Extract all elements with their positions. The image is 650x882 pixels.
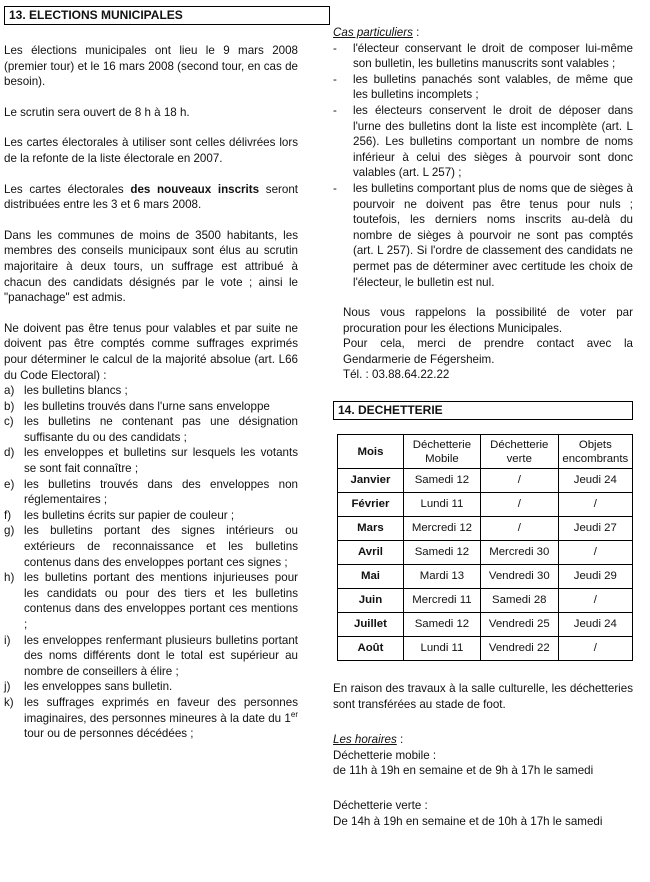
month-cell: Juillet [338, 613, 404, 637]
invalid-ballots-list-k [4, 695, 298, 742]
right-column [333, 0, 633, 829]
dechetterie-table [337, 434, 633, 661]
electoral-cards-paragraph: Les cartes électorales à utiliser sont celles délivrées lors de la refonte de la liste électorale en 2007. [4, 136, 298, 165]
travaux-paragraph: En raison des travaux à la salle culturelle, les déchetteries sont transférées au stade de foot. [333, 682, 633, 711]
invalid-ballots-list [4, 383, 298, 695]
procuration-paragraph: Nous vous rappelons la possibilité de voter par procuration pour les élections Municipales. [343, 306, 633, 335]
list-text: les bulletins ne contenant pas une désignation suffisante du ou des candidats ; [24, 415, 298, 444]
telephone-number: Tél. : 03.88.64.22.22 [343, 368, 450, 382]
table-cell: Lundi 11 [403, 637, 480, 661]
table-row [338, 517, 633, 541]
list-item [333, 72, 633, 103]
list-marker: - [333, 181, 337, 195]
list-item [4, 383, 298, 399]
table-cell: / [558, 589, 632, 613]
list-item [4, 633, 298, 680]
list-text: les bulletins trouvés dans des enveloppes non réglementaires ; [24, 477, 298, 507]
list-text: les enveloppes sans bulletin. [24, 680, 173, 694]
list-text: les enveloppes et bulletins sur lesquels les votants se sont fait connaître ; [24, 446, 298, 476]
list-text: les bulletins écrits sur papier de couleur ; [24, 508, 235, 522]
cas-particuliers-list [333, 41, 633, 291]
list-text: les enveloppes renfermant plusieurs bulletins portant des noms différents dont le total est supérieur au nombre de conseillers à élire ; [24, 633, 298, 678]
verte-label: Déchetterie verte : [333, 799, 428, 813]
table-cell: / [558, 541, 632, 565]
table-row [338, 469, 633, 493]
table-header-cell: Mois [338, 435, 404, 469]
month-cell: Février [338, 493, 404, 517]
list-marker: d) [4, 446, 15, 460]
table-cell: Mercredi 11 [403, 589, 480, 613]
list-item [4, 414, 298, 445]
mobile-hours: de 11h à 19h en semaine et de 9h à 17h le samedi [333, 764, 594, 778]
table-cell: Jeudi 29 [558, 565, 632, 589]
list-item [4, 570, 298, 632]
list-text: les bulletins blancs ; [24, 384, 128, 398]
list-text: les bulletins trouvés dans l'urne sans enveloppe [24, 399, 270, 413]
list-text: les bulletins portant des mentions injurieuses pour les candidats ou pour des tiers et les bulletins contenus dans des enveloppes portant ces mentions ; [24, 571, 298, 631]
list-item: k) les suffrages exprimés en faveur des personnes imaginaires, des personnes mineures à la date du 1er tour ou de personnes décédées ; [4, 695, 298, 741]
month-cell: Juin [338, 589, 404, 613]
table-row [338, 613, 633, 637]
list-item [4, 445, 298, 476]
new-registrants-bold: des nouveaux inscrits [130, 182, 260, 196]
section-14-title: 14. DECHETTERIE [333, 401, 633, 420]
verte-hours: De 14h à 19h en semaine et de 10h à 17h le samedi [333, 814, 603, 828]
list-item [333, 181, 633, 290]
list-item [4, 477, 298, 508]
horaires-heading: Les horaires : [333, 733, 404, 747]
table-cell: Jeudi 24 [558, 469, 632, 493]
month-cell: Août [338, 637, 404, 661]
month-cell: Janvier [338, 469, 404, 493]
list-text: les bulletins panachés sont valables, de même que les bulletins incomplets ; [353, 72, 633, 102]
table-cell: / [480, 517, 558, 541]
list-text: l'électeur conservant le droit de composer lui-même son bulletin, les bulletins manuscrits sont valables ; [353, 41, 633, 71]
table-header-cell: Objets encombrants [558, 435, 632, 469]
list-item [333, 103, 633, 181]
table-row [338, 565, 633, 589]
list-marker: - [333, 103, 337, 117]
section-13-title: 13. ELECTIONS MUNICIPALES [4, 6, 330, 25]
table-cell: / [480, 493, 558, 517]
list-marker: h) [4, 571, 15, 585]
table-cell: Vendredi 25 [480, 613, 558, 637]
table-cell: Jeudi 24 [558, 613, 632, 637]
voting-hours-paragraph: Le scrutin sera ouvert de 8 h à 18 h. [4, 105, 190, 119]
table-cell: Lundi 11 [403, 493, 480, 517]
list-item [4, 399, 298, 415]
majority-vote-paragraph: Dans les communes de moins de 3500 habitants, les membres des conseils municipaux sont élus au scrutin majoritaire à deux tours, un suffrage est attribué à chacun des candidats désignés par le vote ; ainsi le "panachage" est admis. [4, 228, 298, 305]
table-cell: / [480, 469, 558, 493]
table-cell: Mercredi 30 [480, 541, 558, 565]
table-body [338, 469, 633, 661]
list-marker: i) [4, 633, 11, 647]
table-row [338, 493, 633, 517]
list-marker: a) [4, 384, 15, 398]
table-header-cell: Déchetterie Mobile [403, 435, 480, 469]
cas-particuliers-heading: Cas particuliers : [333, 26, 420, 39]
list-marker: f) [4, 508, 12, 522]
table-cell: Mardi 13 [403, 565, 480, 589]
table-row [338, 541, 633, 565]
month-cell: Mai [338, 565, 404, 589]
invalid-ballots-intro: Ne doivent pas être tenus pour valables et par suite ne doivent pas être comptés comme suffrages exprimés pour déterminer le calcul de la majorité absolue (art. L66 du Code Electoral) : [4, 321, 298, 382]
new-registrants-paragraph: Les cartes électorales des nouveaux inscrits seront distribuées entre les 3 et 6 mars 2008. [4, 182, 298, 212]
table-cell: Mercredi 12 [403, 517, 480, 541]
table-cell: Jeudi 27 [558, 517, 632, 541]
table-cell: Samedi 12 [403, 613, 480, 637]
table-header-row [338, 435, 633, 469]
list-item [4, 679, 298, 695]
list-marker: - [333, 41, 337, 55]
table-cell: / [558, 493, 632, 517]
list-marker: j) [4, 680, 11, 694]
mobile-label: Déchetterie mobile : [333, 748, 437, 762]
left-column [4, 0, 298, 742]
table-cell: Vendredi 30 [480, 565, 558, 589]
table-cell: Samedi 12 [403, 541, 480, 565]
table-row [338, 589, 633, 613]
list-text: les bulletins portant des signes intérieurs ou extérieurs de reconnaissance et les bulletins contenus dans des enveloppes portant ces signes ; [24, 524, 298, 569]
list-item [333, 41, 633, 72]
list-item [4, 508, 298, 524]
list-marker: - [333, 72, 337, 86]
list-marker: c) [4, 415, 14, 429]
table-cell: Samedi 12 [403, 469, 480, 493]
table-row [338, 637, 633, 661]
list-text: les bulletins comportant plus de noms que de sièges à pourvoir ne doivent pas être tenus pour nuls ; toutefois, les derniers noms inscrits au-delà du nombre de sièges à pourvoir ne sont pas comptés (art. L 257). Si l'ordre de classement des candidats ne permet pas de déterminer avec certitude les choix de l'électeur, le bulletin est nul. [353, 181, 633, 289]
list-marker: b) [4, 399, 15, 413]
table-cell: Vendredi 22 [480, 637, 558, 661]
month-cell: Mars [338, 517, 404, 541]
table-header-cell: Déchetterie verte [480, 435, 558, 469]
gendarmerie-paragraph: Pour cela, merci de prendre contact avec la Gendarmerie de Fégersheim. [343, 337, 633, 366]
table-cell: / [558, 637, 632, 661]
list-marker: g) [4, 524, 15, 538]
list-marker: e) [4, 477, 15, 491]
month-cell: Avril [338, 541, 404, 565]
table-cell: Samedi 28 [480, 589, 558, 613]
list-text: les électeurs conservent le droit de déposer dans l'urne des bulletins dont la liste est incomplète (art. L 256). Les bulletins comportant un nombre de noms inférieur à celui des sièges à pourvoir sont donc valables (art. L 257) ; [353, 103, 633, 180]
list-item [4, 523, 298, 570]
election-dates-paragraph: Les élections municipales ont lieu le 9 mars 2008 (premier tour) et le 16 mars 2008 (second tour, en cas de besoin). [4, 44, 298, 89]
